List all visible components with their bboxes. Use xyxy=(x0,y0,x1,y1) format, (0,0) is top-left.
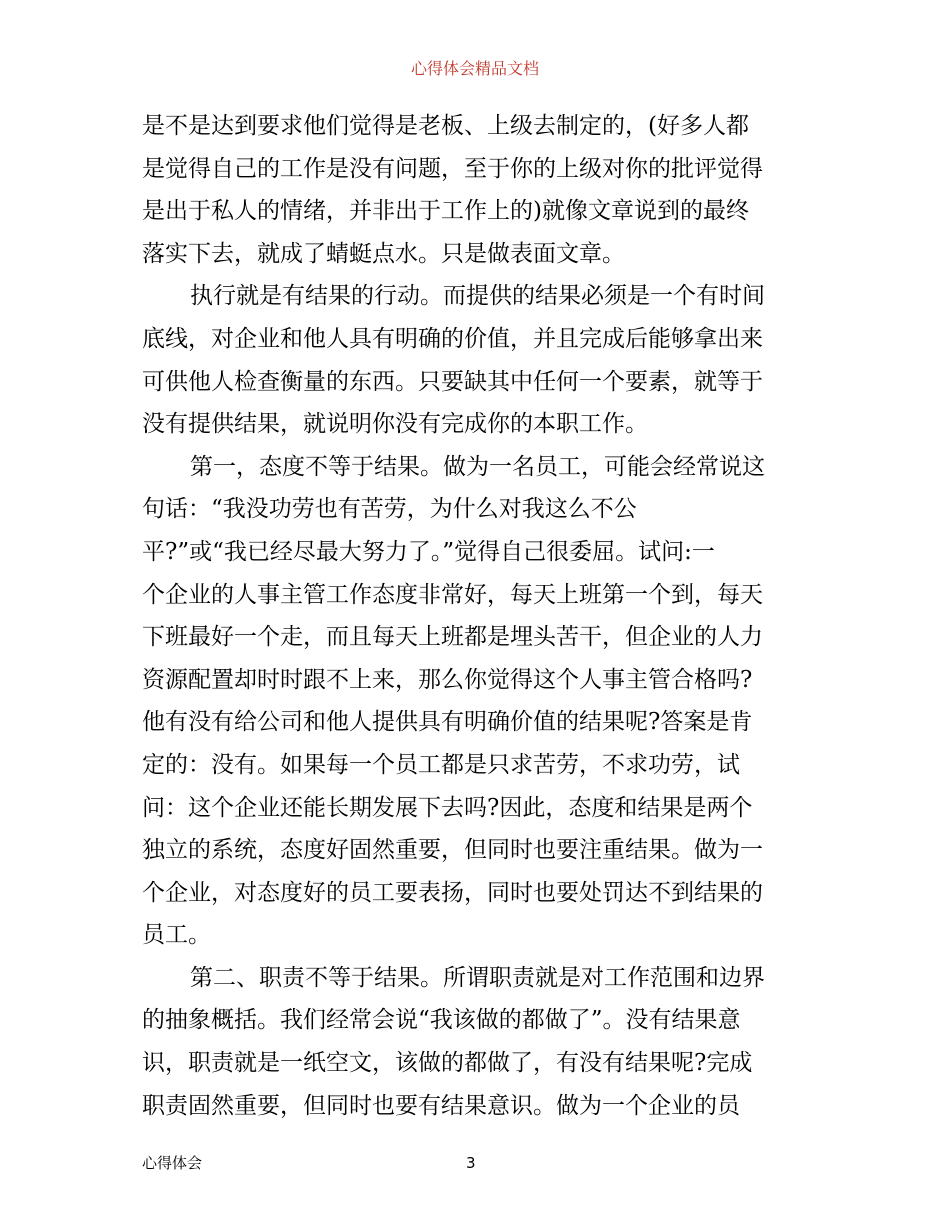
text-line: 的抽象概括。我们经常会说“我该做的都做了”。没有结果意 xyxy=(142,1007,741,1034)
text-line: 员工。 xyxy=(142,922,211,949)
text-line: 他有没有给公司和他人提供具有明确价值的结果呢?答案是肯 xyxy=(142,709,753,736)
text-line: 定的：没有。如果每一个员工都是只求苦劳，不求功劳，试 xyxy=(142,751,740,778)
text-line: 底线，对企业和他人具有明确的价值，并且完成后能够拿出来 xyxy=(142,325,763,352)
paragraph-start-line: 第二、职责不等于结果。所谓职责就是对工作范围和边界 xyxy=(190,964,765,991)
text-line: 下班最好一个走，而且每天上班都是埋头苦干，但企业的人力 xyxy=(142,624,763,651)
paragraph-start-line: 第一，态度不等于结果。做为一名员工，可能会经常说这 xyxy=(190,453,765,480)
text-line: 句话：“我没功劳也有苦劳，为什么对我这么不公 xyxy=(142,496,637,523)
text-line: 是觉得自己的工作是没有问题，至于你的上级对你的批评觉得 xyxy=(142,155,763,182)
page-header-title: 心得体会精品文档 xyxy=(410,59,539,78)
document-body xyxy=(142,105,814,1127)
text-line: 是出于私人的情绪，并非出于工作上的)就像文章说到的最终 xyxy=(142,198,749,225)
page-number: 3 xyxy=(466,1154,476,1172)
text-line: 独立的系统，态度好固然重要，但同时也要注重结果。做为一 xyxy=(142,837,763,864)
text-line: 平?”或“我已经尽最大努力了。”觉得自己很委屈。试问:一 xyxy=(142,538,715,565)
paragraph-start-line: 执行就是有结果的行动。而提供的结果必须是一个有时间 xyxy=(190,283,765,310)
text-line: 没有提供结果，就说明你没有完成你的本职工作。 xyxy=(142,411,648,438)
text-line: 个企业，对态度好的员工要表扬，同时也要处罚达不到结果的 xyxy=(142,879,763,906)
text-line: 职责固然重要，但同时也要有结果意识。做为一个企业的员 xyxy=(142,1092,740,1119)
footer-label: 心得体会 xyxy=(142,1154,203,1172)
text-line: 可供他人检查衡量的东西。只要缺其中任何一个要素，就等于 xyxy=(142,368,763,395)
text-line: 问：这个企业还能长期发展下去吗?因此，态度和结果是两个 xyxy=(142,794,753,821)
text-line: 个企业的人事主管工作态度非常好，每天上班第一个到，每天 xyxy=(142,581,763,608)
text-line: 资源配置却时时跟不上来，那么你觉得这个人事主管合格吗? xyxy=(142,666,753,693)
text-line: 识，职责就是一纸空文，该做的都做了，有没有结果呢?完成 xyxy=(142,1050,753,1077)
text-line: 落实下去，就成了蜻蜓点水。只是做表面文章。 xyxy=(142,240,625,267)
text-line: 是不是达到要求他们觉得是老板、上级去制定的，(好多人都 xyxy=(142,113,749,139)
